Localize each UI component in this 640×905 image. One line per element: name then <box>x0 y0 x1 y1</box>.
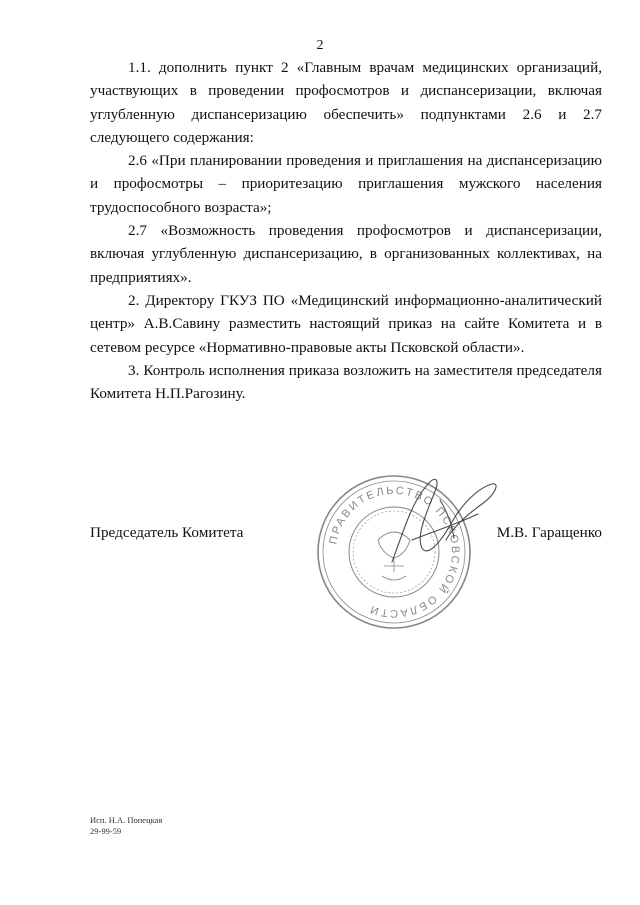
signer-name: М.В. Гаращенко <box>496 524 602 541</box>
executor-phone: 29-99-59 <box>90 826 122 836</box>
document-body <box>90 56 602 405</box>
handwritten-signature-icon <box>382 470 512 580</box>
paragraph-2-7: 2.7 «Возможность проведения профосмотров и диспансеризации, включая углубленную диспансеризацию, в организованных коллективах, на предприятиях». <box>90 222 602 286</box>
paragraph-1-1: 1.1. дополнить пункт 2 «Главным врачам медицинских организаций, участвующих в проведении профосмотров и диспансеризации, включая углубленную диспансеризацию обеспечить» подпунктами 2.6 и 2.7 следующего содержания: <box>90 59 602 146</box>
paragraph-3: 3. Контроль исполнения приказа возложить на заместителя председателя Комитета Н.П.Рагозину. <box>90 361 602 403</box>
executor-footer <box>90 815 162 837</box>
paragraph-2: 2. Директору ГКУЗ ПО «Медицинский информационно-аналитический центр» А.В.Савину разместить настоящий приказ на сайте Комитета и в сетевом ресурсе «Нормативно-правовые акты Псковской области». <box>90 291 602 356</box>
page-number: 2 <box>316 38 324 53</box>
signer-title: Председатель Комитета <box>90 524 244 541</box>
executor-name: Исп. Н.А. Попецкая <box>90 815 163 825</box>
paragraph-2-6: 2.6 «При планировании проведения и приглашения на диспансеризацию и профосмотры – приоритезацию приглашения мужского населения трудоспособного возраста»; <box>90 152 602 216</box>
seal-ring-text: ПРАВИТЕЛЬСТВО ПСКОВСКОЙ ОБЛАСТИ <box>327 484 462 620</box>
